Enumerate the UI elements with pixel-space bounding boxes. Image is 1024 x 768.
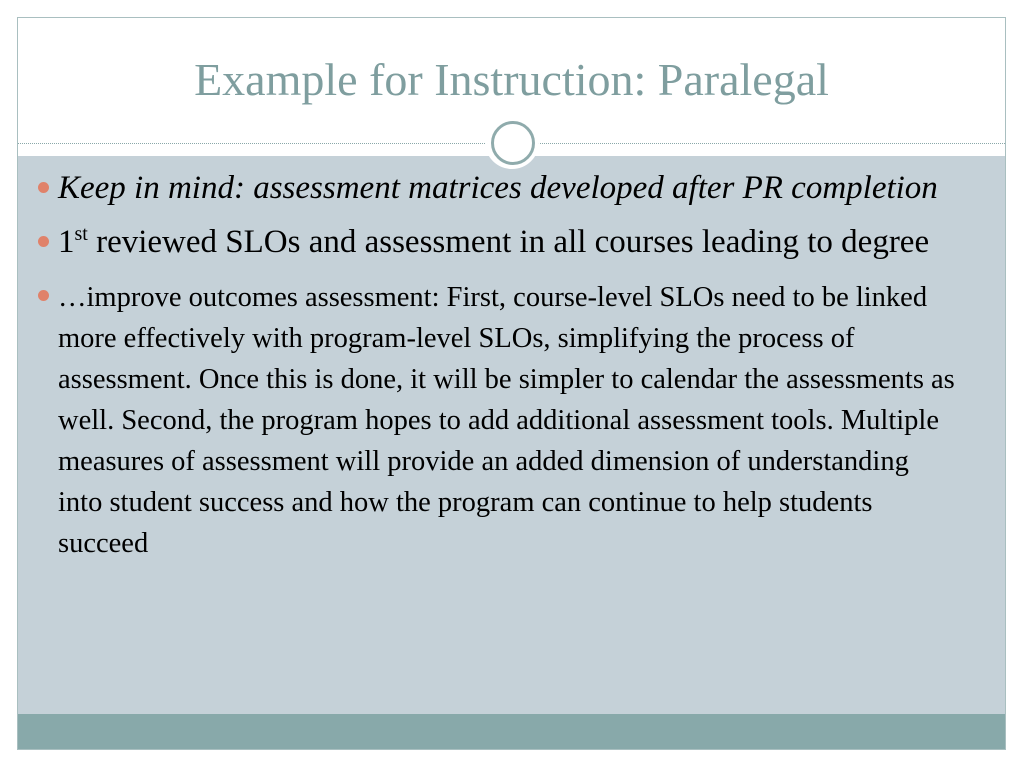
circle-ring-icon (485, 115, 539, 169)
circle-ring-inner (491, 121, 535, 165)
bullet-text: reviewed SLOs and assessment in all courses leading to degree (87, 224, 930, 260)
bullet-dot-icon (38, 182, 49, 193)
bullet-number: 1 (58, 224, 75, 260)
slide-title: Example for Instruction: Paralegal (194, 54, 829, 105)
bullet-dot-icon (38, 236, 49, 247)
bullet-text: Keep in mind: assessment matrices developed after PR completion (58, 170, 938, 206)
bullet-item-improve-outcomes (38, 277, 958, 564)
bullet-list (38, 165, 958, 564)
bullet-superscript: st (74, 223, 88, 245)
bullet-text: …improve outcomes assessment: First, course-level SLOs need to be linked more effectively with program-level SLOs, simplifying the process of assessment. Once this is done, it will be simpler to calendar the assessments as well. Second, the program hopes to add additional assessment tools. Multiple measures of assessment will provide an added dimension of understanding into student success and how the program can continue to help students succeed (58, 282, 955, 559)
bullet-item-keep-in-mind (38, 165, 958, 211)
footer-band (18, 714, 1005, 749)
bullet-item-first-reviewed (38, 219, 958, 265)
bullet-dot-icon (38, 290, 49, 301)
